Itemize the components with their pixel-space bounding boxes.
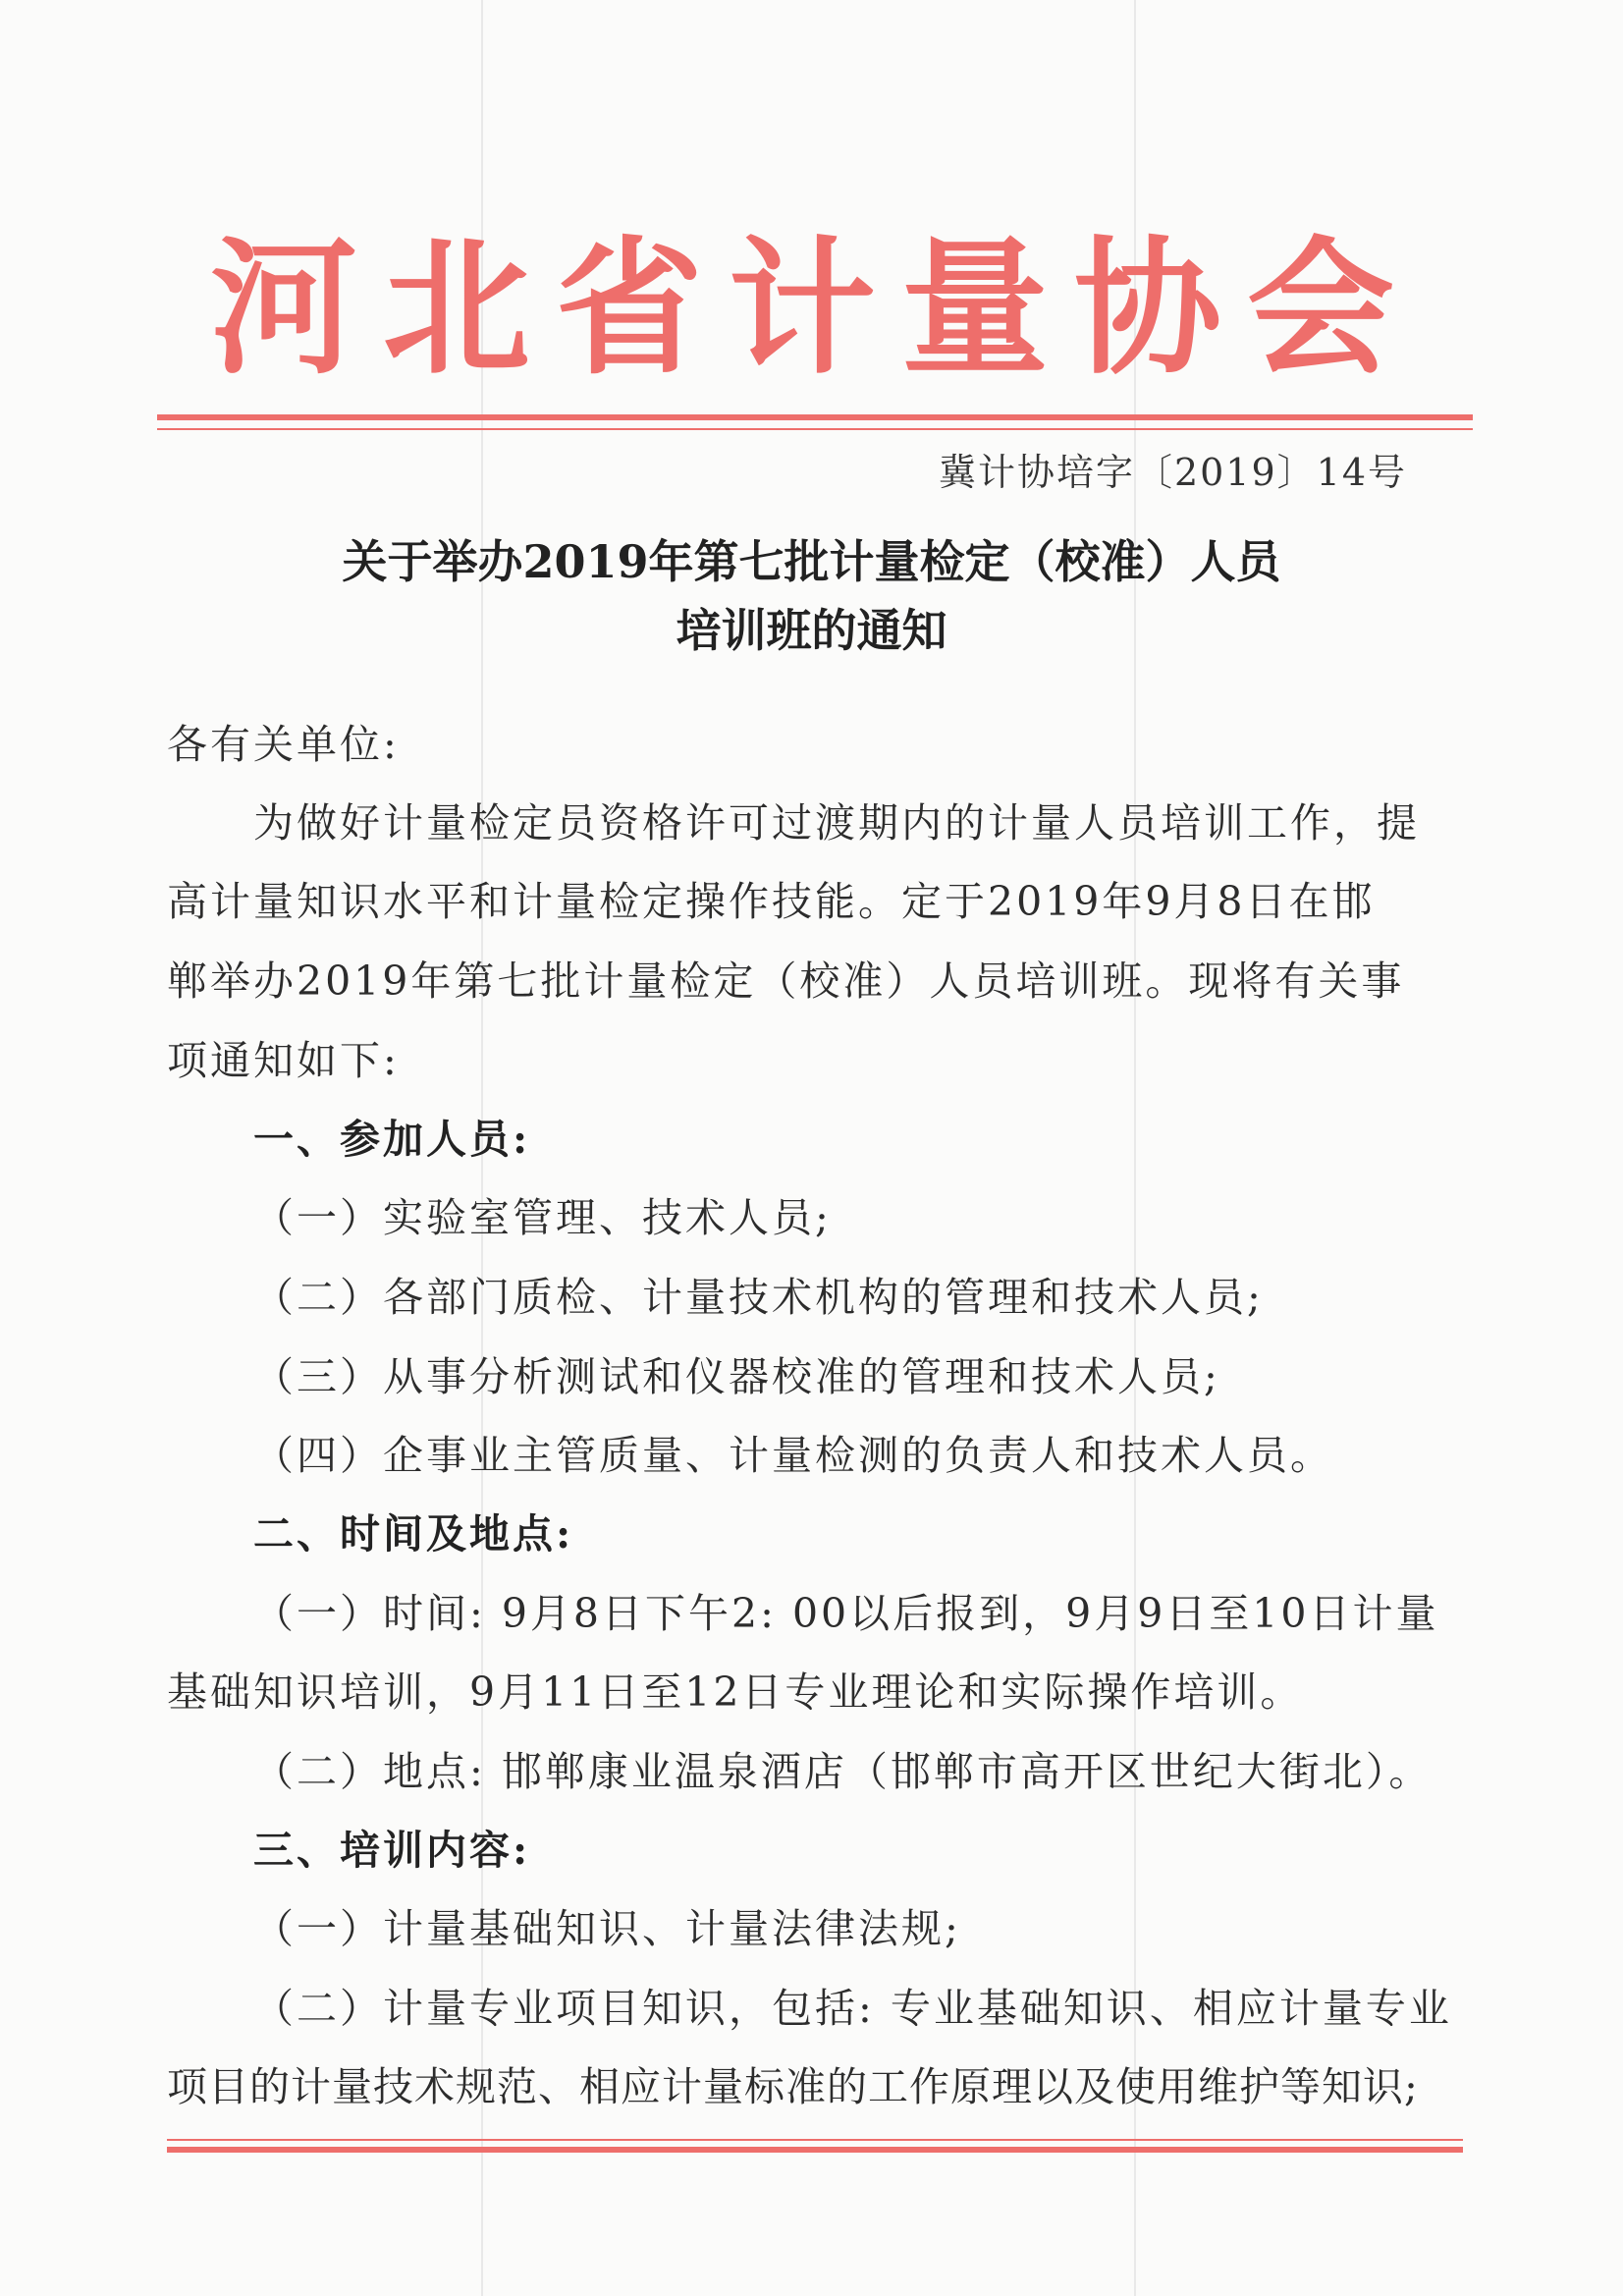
section-2-time-line-1: （一）时间: 9月8日下午2: 00以后报到，9月9日至10日计量 <box>253 1590 1439 1637</box>
document-number: 冀计协培字〔2019〕14号 <box>938 451 1407 494</box>
intro-line-1: 为做好计量检定员资格许可过渡期内的计量人员培训工作，提 <box>253 799 1420 847</box>
section-2-heading: 二、时间及地点: <box>253 1510 574 1558</box>
section-1-item-2: （二）各部门质检、计量技术机构的管理和技术人员; <box>253 1274 1264 1321</box>
section-2-time-line-2: 基础知识培训，9月11日至12日专业理论和实际操作培训。 <box>167 1668 1304 1716</box>
notice-title-line-2: 培训班的通知 <box>676 604 947 657</box>
intro-line-2: 高计量知识水平和计量检定操作技能。定于2019年9月8日在邯 <box>167 878 1376 925</box>
notice-title-line-1: 关于举办2019年第七批计量检定（校准）人员 <box>342 535 1281 588</box>
section-1-heading: 一、参加人员: <box>253 1116 531 1163</box>
salutation: 各有关单位: <box>167 721 400 768</box>
letterhead-title: 河北省计量协会 <box>209 224 1420 395</box>
footer-rule-thin <box>167 2139 1463 2141</box>
section-1-item-4: （四）企事业主管质量、计量检测的负责人和技术人员。 <box>253 1432 1333 1479</box>
section-2-place: （二）地点: 邯郸康业温泉酒店（邯郸市高开区世纪大街北）。 <box>253 1748 1433 1795</box>
section-1-item-3: （三）从事分析测试和仪器校准的管理和技术人员; <box>253 1353 1220 1400</box>
section-1-item-1: （一）实验室管理、技术人员; <box>253 1194 832 1241</box>
section-3-heading: 三、培训内容: <box>253 1827 531 1874</box>
intro-line-4: 项通知如下: <box>167 1037 400 1084</box>
letterhead-rule-thin <box>157 428 1473 430</box>
section-3-item-2-line-2: 项目的计量技术规范、相应计量标准的工作原理以及使用维护等知识; <box>167 2063 1419 2110</box>
section-3-item-2-line-1: （二）计量专业项目知识，包括: 专业基础知识、相应计量专业 <box>253 1985 1452 2032</box>
intro-line-3: 郸举办2019年第七批计量检定（校准）人员培训班。现将有关事 <box>167 957 1405 1005</box>
letterhead-rule-thick <box>157 414 1473 420</box>
section-3-item-1: （一）计量基础知识、计量法律法规; <box>253 1905 961 1952</box>
footer-rule-thick <box>167 2147 1463 2153</box>
